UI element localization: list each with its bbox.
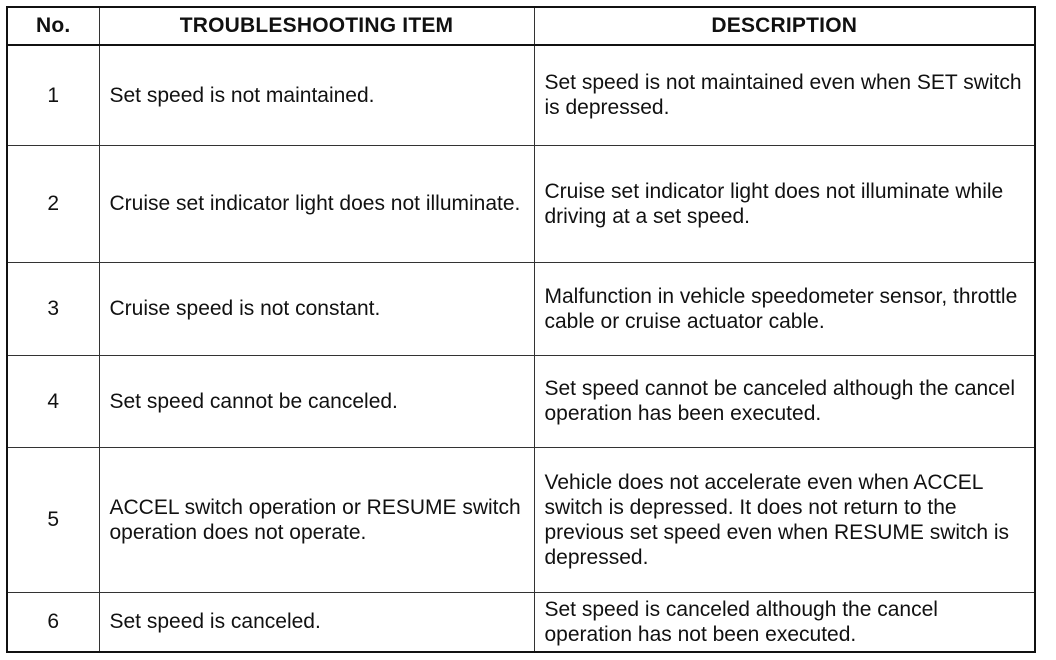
table-row <box>7 145 1035 262</box>
row-number: 6 <box>7 592 99 652</box>
header-description: DESCRIPTION <box>534 7 1035 45</box>
header-row <box>7 7 1035 45</box>
row-number: 5 <box>7 447 99 592</box>
row-description: Set speed is canceled although the cancel operation has not been executed. <box>534 592 1035 652</box>
row-description: Set speed is not maintained even when SET switch is depressed. <box>534 45 1035 145</box>
row-description: Cruise set indicator light does not illuminate while driving at a set speed. <box>534 145 1035 262</box>
table-row <box>7 355 1035 447</box>
row-description: Malfunction in vehicle speedometer sensor, throttle cable or cruise actuator cable. <box>534 262 1035 355</box>
row-troubleshooting-item: Set speed is not maintained. <box>99 45 534 145</box>
row-description: Vehicle does not accelerate even when ACCEL switch is depressed. It does not return to the previous set speed even when RESUME switch is depressed. <box>534 447 1035 592</box>
row-number: 3 <box>7 262 99 355</box>
header-no: No. <box>7 7 99 45</box>
table-row <box>7 262 1035 355</box>
troubleshooting-table <box>6 6 1036 653</box>
row-number: 2 <box>7 145 99 262</box>
table-row <box>7 45 1035 145</box>
row-troubleshooting-item: Cruise set indicator light does not illuminate. <box>99 145 534 262</box>
row-number: 4 <box>7 355 99 447</box>
row-troubleshooting-item: Set speed is canceled. <box>99 592 534 652</box>
row-description: Set speed cannot be canceled although the cancel operation has been executed. <box>534 355 1035 447</box>
table-row <box>7 447 1035 592</box>
row-troubleshooting-item: ACCEL switch operation or RESUME switch operation does not operate. <box>99 447 534 592</box>
row-troubleshooting-item: Set speed cannot be canceled. <box>99 355 534 447</box>
table-body <box>7 45 1035 652</box>
row-number: 1 <box>7 45 99 145</box>
troubleshooting-table-container <box>6 6 1036 651</box>
table-row <box>7 592 1035 652</box>
row-troubleshooting-item: Cruise speed is not constant. <box>99 262 534 355</box>
header-troubleshooting-item: TROUBLESHOOTING ITEM <box>99 7 534 45</box>
table-header <box>7 7 1035 45</box>
